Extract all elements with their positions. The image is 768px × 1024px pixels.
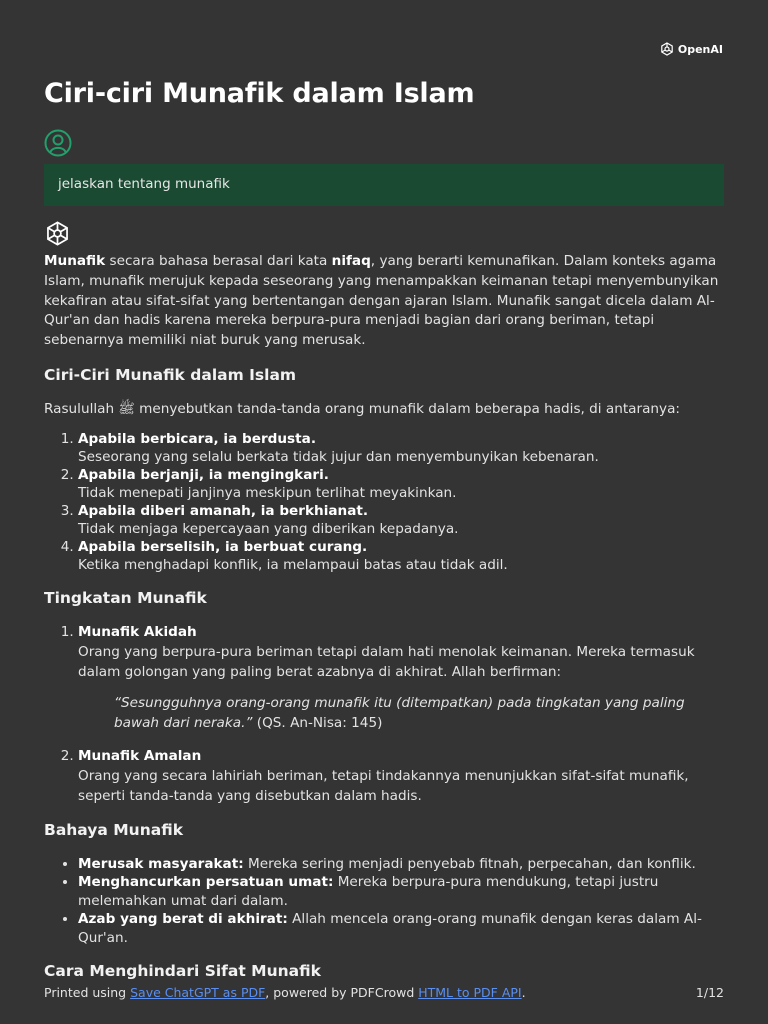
section-heading-tingkatan: Tingkatan Munafik — [44, 588, 207, 607]
response-content — [44, 252, 726, 982]
section-heading-ciri: Ciri-Ciri Munafik dalam Islam — [44, 365, 297, 384]
root-bold: nifaq — [331, 253, 371, 269]
list-item: 1. Apabila berbicara, ia berdusta. Seseorang yang selalu berkata tidak jujur dan menyembunyikan kebenaran. — [78, 430, 726, 466]
bahaya-list — [44, 855, 726, 948]
user-prompt: jelaskan tentang munafik — [44, 164, 724, 206]
page-number: 1/12 — [695, 985, 724, 1000]
openai-logo — [659, 41, 723, 57]
list-item: 2. Apabila berjanji, ia mengingkari. Tidak menepati janjinya meskipun terlihat meyakinkan. — [78, 466, 726, 502]
user-avatar-icon — [44, 129, 72, 157]
footer-credit: Printed using Save ChatGPT as PDF, powered by PDFCrowd HTML to PDF API. — [44, 985, 526, 1000]
page-title: Ciri-ciri Munafik dalam Islam — [44, 78, 475, 109]
section-heading-bahaya: Bahaya Munafik — [44, 820, 184, 839]
list-item: 3. Apabila diberi amanah, ia berkhianat. Tidak menjaga kepercayaan yang diberikan kepadanya. — [78, 502, 726, 538]
list-item: • Azab yang berat di akhirat: Allah mencela orang-orang munafik dengan keras dalam Al-Qur'an. — [78, 910, 726, 947]
tingkatan-list — [44, 623, 726, 806]
section-lead: Rasulullah ﷺ menyebutkan tanda-tanda orang munafik dalam beberapa hadis, di antaranya: — [44, 400, 681, 417]
quran-quote: “Sesungguhnya orang-orang munafik itu (ditempatkan) pada tingkatan yang paling bawah dari neraka.” (QS. An-Nisa: 145) — [114, 694, 685, 731]
ciri-list — [44, 430, 726, 574]
intro-paragraph: Munafik secara bahasa berasal dari kata nifaq, yang berarti kemunafikan. Dalam konteks agama Islam, munafik merujuk kepada seseorang yang menampakkan keimanan tetapi menyembunyikan kekafiran atau sifat-sifat yang bertentangan dengan ajaran Islam. Munafik sangat dicela dalam Al-Qur'an dan hadis karena mereka berpura-pura menjadi bagian dari orang beriman, tetapi sebenarnya memiliki niat buruk yang merusak. — [44, 253, 719, 349]
term-bold: Munafik — [44, 253, 106, 269]
chatgpt-icon — [44, 220, 71, 247]
list-item: • Merusak masyarakat: Mereka sering menjadi penyebab fitnah, perpecahan, dan konflik. — [78, 855, 726, 874]
list-item: • Menghancurkan persatuan umat: Mereka berpura-pura mendukung, tetapi justru melemahkan umat dari dalam. — [78, 873, 726, 910]
list-item: 1. Munafik Akidah Orang yang berpura-pura beriman tetapi dalam hati menolak keimanan. Mereka termasuk dalam golongan yang paling berat azabnya di akhirat. Allah berfirman: “Sesungguhnya orang-orang munafik itu (ditempatkan) pada tingkatan yang paling bawah dari neraka.” (QS. An-Nisa: 145) — [78, 623, 726, 733]
list-item: 2. Munafik Amalan Orang yang secara lahiriah beriman, tetapi tindakannya menunjukkan sifat-sifat munafik, seperti tanda-tanda yang disebutkan dalam hadis. — [78, 747, 726, 806]
print-footer — [44, 985, 724, 1000]
brand-name: OpenAI — [677, 42, 723, 56]
list-item: 4. Apabila berselisih, ia berbuat curang. Ketika menghadapi konflik, ia melampaui batas atau tidak adil. — [78, 538, 726, 574]
html-to-pdf-link[interactable]: HTML to PDF API — [418, 985, 522, 1000]
openai-knot-icon — [659, 41, 675, 57]
section-heading-cara: Cara Menghindari Sifat Munafik — [44, 962, 321, 981]
save-chatgpt-link[interactable]: Save ChatGPT as PDF — [130, 985, 266, 1000]
